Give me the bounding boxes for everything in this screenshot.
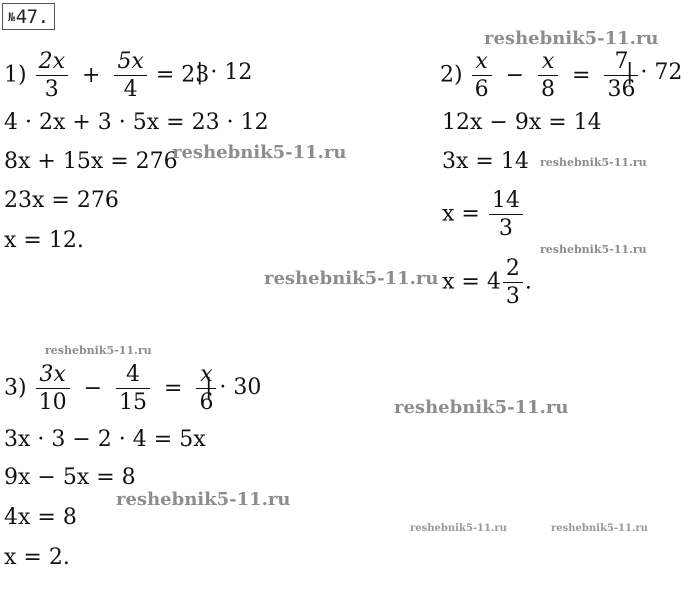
p2-l4-pre: x = 4 — [442, 269, 501, 295]
p3-equation — [4, 363, 218, 414]
watermark: reshebnik5-11.ru — [551, 523, 648, 534]
p1-plus: + — [82, 62, 101, 88]
p3-line-1: 3x · 3 − 2 · 4 = 5x — [4, 427, 206, 452]
watermark: reshebnik5-11.ru — [540, 243, 647, 256]
p2-f2-den: 8 — [541, 77, 556, 103]
p2-f3-num: 7 — [604, 50, 638, 76]
p1-rhs: = 23 — [155, 62, 210, 88]
p1-line-2: 8x + 15x = 276 — [4, 149, 178, 174]
p1-fraction-2 — [114, 50, 146, 101]
p3-line-2: 9x − 5x = 8 — [4, 465, 136, 490]
p3-minus: − — [83, 375, 103, 401]
p2-line-1: 12x − 9x = 14 — [442, 110, 602, 135]
p1-multiplier: | · 12 — [196, 60, 253, 85]
exercise-number-text: 47. — [15, 6, 49, 28]
number-sign: № — [8, 10, 15, 24]
p2-line-2: 3x = 14 — [442, 149, 529, 174]
p3-f2-num: 4 — [116, 363, 150, 389]
p2-l3-pre: x = — [442, 201, 480, 227]
p1-fraction-1 — [36, 50, 68, 101]
p3-multiplier: | · 30 — [205, 375, 262, 400]
p2-f1-num: x — [472, 50, 492, 76]
p3-f1-num: 3x — [36, 363, 70, 389]
watermark: reshebnik5-11.ru — [410, 523, 507, 534]
watermark: reshebnik5-11.ru — [484, 28, 659, 49]
p3-line-3: 4x = 8 — [4, 505, 77, 530]
p3-f3-num: x — [196, 363, 216, 389]
p2-f2-num: x — [538, 50, 558, 76]
p3-fraction-2 — [116, 363, 150, 414]
p2-equation — [440, 50, 640, 101]
watermark: reshebnik5-11.ru — [45, 344, 152, 357]
p3-eq: = — [164, 375, 183, 401]
p2-minus: − — [505, 62, 525, 88]
p1-f1-den: 3 — [44, 77, 59, 103]
p2-fraction-2 — [538, 50, 558, 101]
p1-f1-num: 2x — [36, 50, 68, 76]
p3-f1-den: 10 — [38, 390, 67, 416]
p1-line-3: 23x = 276 — [4, 188, 119, 213]
p2-f1-den: 6 — [474, 77, 489, 103]
p3-fraction-1 — [36, 363, 70, 414]
exercise-number — [2, 3, 55, 30]
p3-f3-den: 6 — [199, 390, 214, 416]
p2-l4-post: . — [524, 269, 532, 295]
p1-f2-den: 4 — [123, 77, 138, 103]
p2-l4-num: 2 — [503, 257, 523, 283]
watermark: reshebnik5-11.ru — [264, 268, 439, 289]
p3-label: 3) — [4, 375, 27, 401]
p1-equation — [4, 50, 209, 101]
watermark: reshebnik5-11.ru — [394, 397, 569, 418]
p2-l3-num: 14 — [489, 189, 523, 215]
p2-f3-den: 36 — [607, 77, 636, 103]
watermark: reshebnik5-11.ru — [172, 142, 347, 163]
p3-line-4: x = 2. — [4, 545, 70, 570]
p2-l3-den: 3 — [498, 216, 513, 242]
p1-line-1: 4 · 2x + 3 · 5x = 23 · 12 — [4, 110, 269, 135]
p2-line-3 — [442, 189, 525, 240]
p2-multiplier: | · 72 — [626, 60, 683, 85]
p2-label: 2) — [440, 62, 463, 88]
p2-l4-den: 3 — [505, 284, 520, 310]
p1-f2-num: 5x — [114, 50, 146, 76]
watermark: reshebnik5-11.ru — [116, 489, 291, 510]
p2-eq: = — [572, 62, 591, 88]
p2-line-4 — [442, 257, 532, 308]
watermark: reshebnik5-11.ru — [540, 156, 647, 169]
p1-line-4: x = 12. — [4, 228, 84, 253]
p2-fraction-1 — [472, 50, 492, 101]
p3-f2-den: 15 — [119, 390, 148, 416]
p2-l4-fraction — [503, 257, 523, 308]
p1-label: 1) — [4, 62, 27, 88]
p2-l3-fraction — [489, 189, 523, 240]
